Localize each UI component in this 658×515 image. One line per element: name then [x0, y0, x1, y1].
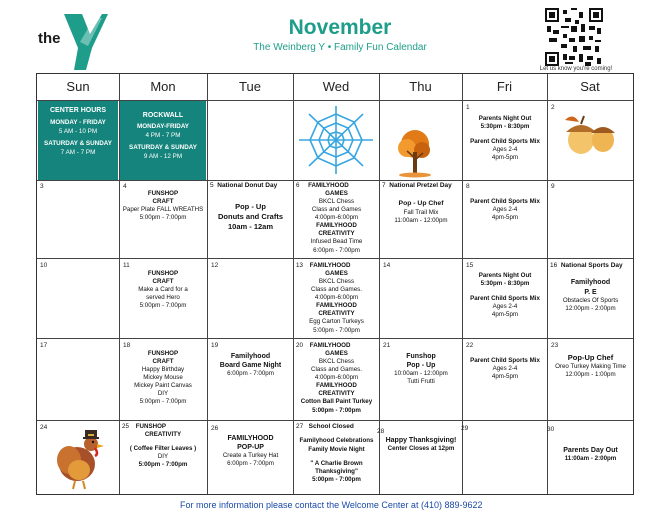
- date-number: 29: [461, 425, 469, 432]
- date-number: 17: [40, 342, 48, 349]
- event-time: 11:00am - 12:00pm: [394, 217, 448, 225]
- event-detail: Center Closes at 12pm: [387, 445, 455, 453]
- page-title: November: [288, 16, 392, 39]
- calendar-cell-nov-15[interactable]: [463, 272, 547, 319]
- event-title: Parent Child Sports Mix: [470, 198, 540, 205]
- event-title: GAMES: [325, 190, 348, 198]
- qr-code-icon[interactable]: [545, 8, 603, 66]
- event-detail: BKCL Chess: [318, 278, 355, 286]
- date-number: 1: [466, 104, 470, 111]
- date-number: 8: [466, 183, 470, 190]
- event-title: Pop - Up: [406, 362, 436, 370]
- event-title: FAMILYHOOD: [308, 182, 349, 189]
- day-header-tue: Tue: [239, 79, 261, 94]
- calendar-cell-nov-20[interactable]: [294, 342, 379, 415]
- calendar-cell-nov-8[interactable]: [463, 198, 547, 222]
- event-detail: ( Coffee Filter Leaves ): [129, 445, 197, 453]
- event-title: Parents Night Out: [478, 115, 532, 122]
- event-detail: BKCL Chess: [318, 358, 355, 366]
- calendar-cell-nov-30[interactable]: [548, 446, 633, 463]
- date-number: 21: [383, 342, 391, 349]
- event-detail: served Hero: [146, 294, 180, 302]
- event-detail: Happy Birthday: [141, 366, 185, 374]
- calendar-cell-nov-11[interactable]: [120, 270, 206, 310]
- event-detail: Class and Games.: [311, 286, 362, 294]
- page-subtitle: The Weinberg Y • Family Fun Calendar: [253, 42, 427, 53]
- center-hours-weekday-label: MONDAY - FRIDAY: [50, 119, 106, 127]
- center-hours-title: CENTER HOURS: [49, 107, 106, 114]
- calendar-cell-nov-5[interactable]: [208, 182, 293, 232]
- event-title: FUNSHOP: [147, 350, 179, 357]
- event-title: FAMILYHOOD: [316, 302, 357, 310]
- event-detail: Ages 2-4: [492, 146, 518, 154]
- day-header-wed: Wed: [322, 79, 350, 94]
- event-detail: Oreo Turkey Making Time: [555, 362, 626, 370]
- date-number: 16: [550, 262, 558, 269]
- event-title: GAMES: [325, 350, 348, 358]
- calendar-cell-nov-7[interactable]: [380, 182, 462, 225]
- event-detail: Class and Games: [311, 206, 362, 214]
- calendar-cell-nov-26[interactable]: [208, 434, 293, 468]
- event-time: 4pm-5pm: [491, 373, 519, 381]
- event-detail: Mickey Mouse: [143, 374, 183, 382]
- event-title: Parents Night Out: [478, 272, 532, 279]
- event-title: Pop - Up Chef: [398, 200, 444, 208]
- event-detail: DIY: [157, 453, 169, 461]
- event-title: FAMILYHOOD: [316, 222, 357, 230]
- event-title: CREATIVITY: [318, 230, 355, 238]
- date-number: 15: [466, 262, 474, 269]
- date-number: 12: [211, 262, 219, 269]
- event-title: FAMILYHOOD: [309, 262, 351, 269]
- event-detail: Tutti Frutti: [407, 378, 435, 386]
- event-title: FAMILYHOOD: [227, 435, 274, 442]
- event-title: Familyhood: [570, 279, 611, 287]
- event-title: Happy Thanksgiving!: [385, 437, 457, 444]
- event-title: POP-UP: [237, 444, 264, 452]
- date-number: 28: [377, 428, 385, 435]
- event-time: 5:00pm - 7:00pm: [139, 214, 187, 222]
- event-time: 4:00pm-6:00pm: [314, 294, 359, 302]
- event-detail: BKCL Chess: [318, 198, 355, 206]
- event-time: 4pm-5pm: [491, 214, 519, 222]
- event-title: Funshop: [406, 353, 436, 360]
- date-number: 18: [123, 342, 131, 349]
- rockwall-title: ROCKWALL: [142, 112, 184, 119]
- calendar-cell-nov-18[interactable]: [120, 350, 206, 406]
- event-title: CREATIVITY: [144, 431, 182, 439]
- event-title: P. E: [584, 288, 597, 296]
- event-title: Parent Child Sports Mix: [470, 357, 540, 364]
- rockwall-box: [120, 101, 206, 180]
- event-time: 11:00am - 2:00pm: [564, 455, 617, 463]
- observance-title: National Donut Day: [217, 182, 278, 189]
- event-detail: Mickey Paint Canvas: [134, 382, 192, 390]
- event-time: 5:00pm - 7:00pm: [312, 406, 361, 414]
- event-time: 6:00pm - 7:00pm: [313, 246, 360, 254]
- calendar-cell-nov-1[interactable]: [463, 112, 547, 162]
- center-hours-weekend: 7 AM - 7 PM: [60, 148, 96, 156]
- event-title: Familyhood: [230, 353, 271, 360]
- calendar-cell-nov-16[interactable]: [548, 262, 633, 313]
- acorn-icon: [557, 110, 621, 156]
- event-title: Donuts and Crafts: [217, 212, 283, 222]
- event-time: 12:00pm - 2:00pm: [565, 304, 616, 312]
- date-number: 23: [551, 342, 559, 349]
- observance-title: National Sports Day: [560, 262, 623, 269]
- event-time: 5:00pm - 7:00pm: [139, 398, 187, 406]
- event-title: Parents Day Out: [563, 447, 618, 454]
- logo-tag: YMCA: [90, 52, 102, 57]
- event-detail: " A Charlie Brown: [310, 459, 363, 467]
- observance-title: School Closed: [308, 423, 354, 430]
- calendar-cell-nov-27[interactable]: [294, 423, 379, 484]
- date-number: 19: [211, 342, 219, 349]
- event-title: CREATIVITY: [318, 390, 355, 398]
- center-hours-weekend-label: SATURDAY & SUNDAY: [44, 140, 112, 148]
- event-title: Pop-Up Chef: [567, 353, 614, 362]
- rockwall-weekday: 4 PM - 7 PM: [145, 131, 181, 139]
- rockwall-weekend-label: SATURDAY & SUNDAY: [129, 144, 197, 152]
- event-title: Familyhood Celebrations: [299, 437, 374, 445]
- day-header-sun: Sun: [66, 79, 90, 94]
- date-number: 5: [210, 182, 214, 189]
- date-number: 3: [40, 183, 44, 190]
- day-header-thu: Thu: [409, 79, 432, 94]
- autumn-tree-icon: [395, 126, 435, 178]
- event-title: FAMILYHOOD: [316, 382, 357, 390]
- date-number: 13: [296, 262, 303, 269]
- event-detail: Ages 2-4: [492, 365, 518, 373]
- event-time: 5:30pm - 8:30pm: [480, 280, 530, 288]
- event-detail: Cotton Ball Paint Turkey: [300, 398, 373, 406]
- event-title: FUNSHOP: [147, 190, 179, 197]
- event-time: 5:00pm - 7:00pm: [313, 326, 360, 334]
- calendar-cell-nov-4[interactable]: [120, 190, 206, 222]
- event-detail: Paper Plate FALL WREATHS: [122, 206, 204, 214]
- event-detail: Obstacles Of Sports: [562, 296, 619, 304]
- event-title: Board Game Night: [219, 362, 282, 370]
- event-title: GAMES: [325, 270, 348, 278]
- event-detail: Infused Bead Time: [310, 238, 363, 246]
- calendar-cell-nov-19[interactable]: [208, 352, 293, 378]
- event-time: 5:00pm - 7:00pm: [312, 475, 361, 483]
- date-number: 6: [296, 182, 300, 189]
- event-detail: Ages 2-4: [492, 206, 518, 214]
- calendar-cell-nov-25[interactable]: [120, 423, 206, 469]
- day-header-sat: Sat: [580, 79, 600, 94]
- event-detail: Create a Turkey Hat: [222, 452, 279, 460]
- date-number: 4: [123, 183, 127, 190]
- date-number: 14: [383, 262, 391, 269]
- event-time: 5:30pm - 8:30pm: [480, 123, 530, 131]
- event-detail: Ages 2-4: [492, 303, 518, 311]
- date-number: 10: [40, 262, 48, 269]
- event-title: Pop - Up: [235, 202, 266, 212]
- observance-title: National Pretzel Day: [389, 182, 452, 189]
- calendar-cell-nov-22[interactable]: [463, 357, 547, 381]
- event-detail: Thanksgiving": [315, 467, 358, 475]
- event-detail: DIY: [157, 390, 169, 398]
- qr-caption: Let us know you're coming!: [539, 66, 613, 72]
- rockwall-weekday-label: MONDAY-FRIDAY: [136, 123, 190, 131]
- event-title: Parent Child Sports Mix: [470, 295, 540, 303]
- event-time: 4pm-5pm: [491, 311, 519, 319]
- date-number: 7: [382, 182, 386, 189]
- date-number: 20: [296, 342, 303, 349]
- event-title: Family Movie Night: [308, 445, 365, 453]
- date-number: 30: [547, 426, 555, 433]
- date-number: 22: [466, 342, 474, 349]
- event-time: 10:00am - 12:00pm: [394, 370, 448, 378]
- turkey-icon: [55, 426, 107, 490]
- event-title: FUNSHOP: [135, 423, 167, 430]
- event-detail: Make a Card for a: [138, 286, 188, 294]
- calendar-cell-nov-23[interactable]: [548, 353, 633, 379]
- event-title: Parent Child Sports Mix: [470, 138, 540, 146]
- event-time: 4pm-5pm: [491, 154, 519, 162]
- event-detail: Class and Games.: [311, 366, 362, 374]
- calendar-cell-nov-13[interactable]: [294, 262, 379, 335]
- event-title: CRAFT: [152, 198, 174, 206]
- date-number: 26: [211, 425, 219, 432]
- logo-text: the: [38, 30, 61, 47]
- calendar-cell-nov-21[interactable]: [380, 352, 462, 386]
- spider-web-icon: [293, 102, 379, 178]
- event-time: 6:00pm - 7:00pm: [227, 370, 274, 378]
- event-title: CRAFT: [152, 358, 174, 366]
- event-time: 10am - 12am: [227, 221, 274, 231]
- footer-contact: For more information please contact the Welcome Center at (410) 889-9622: [180, 500, 483, 510]
- event-time: 4:00pm-6:00pm: [314, 374, 359, 382]
- rockwall-weekend: 9 AM - 12 PM: [143, 152, 183, 160]
- event-title: CRAFT: [152, 278, 174, 286]
- event-title: CREATIVITY: [318, 310, 355, 318]
- event-time: 5:00pm - 7:00pm: [138, 461, 188, 469]
- event-time: 4:00pm-6:00pm: [314, 214, 359, 222]
- day-header-mon: Mon: [150, 79, 176, 94]
- event-detail: Fall Trail Mix: [403, 209, 439, 217]
- event-detail: Egg Carton Turkeys: [309, 318, 364, 326]
- date-number: 24: [40, 424, 48, 431]
- calendar-cell-nov-6[interactable]: [294, 182, 379, 255]
- event-time: 5:00pm - 7:00pm: [139, 302, 187, 310]
- day-header-fri: Fri: [496, 79, 513, 94]
- event-title: FUNSHOP: [147, 270, 179, 277]
- event-title: FAMILYHOOD: [309, 342, 351, 349]
- calendar-grid: [36, 73, 634, 495]
- center-hours-box: [38, 101, 118, 180]
- calendar-cell-nov-28[interactable]: [380, 436, 462, 453]
- event-time: 12:00pm - 1:00pm: [565, 370, 616, 378]
- date-number: 2: [551, 104, 555, 111]
- date-number: 25: [122, 423, 129, 430]
- date-number: 9: [551, 183, 555, 190]
- date-number: 27: [296, 423, 304, 430]
- event-time: 6:00pm - 7:00pm: [227, 460, 274, 468]
- center-hours-weekday: 5 AM - 10 PM: [58, 127, 98, 135]
- date-number: 11: [123, 262, 130, 269]
